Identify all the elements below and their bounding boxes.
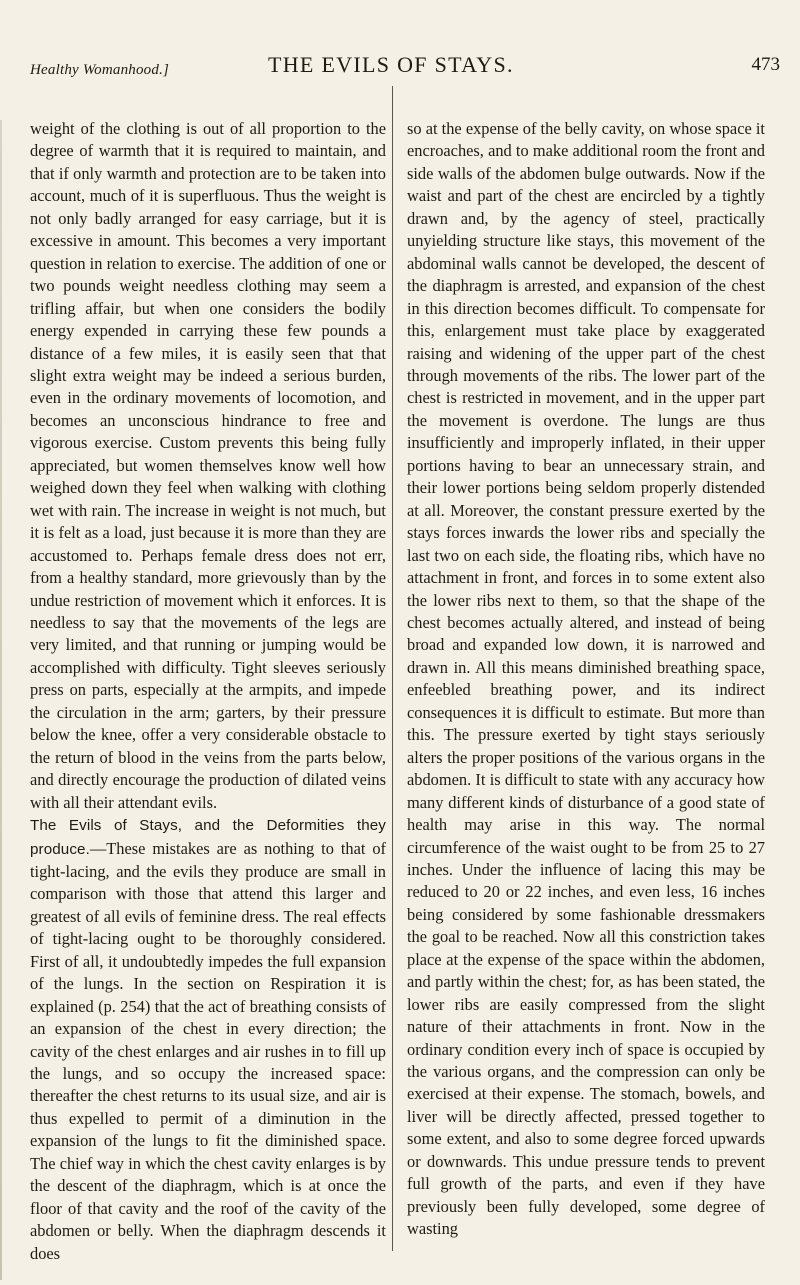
right-paragraph-1: so at the expense of the belly cavity, on whose space it encroaches, and to make additional room the front and side walls of the abdomen bulge outwards. Now if the waist and part of the chest are encircled by a tightly drawn and, by the agency of steel, practically unyielding structure like stays, this movement of the abdominal walls cannot be developed, the descent of the diaphragm is arrested, and expansion of the chest in this direction becomes difficult. To compensate for this, enlargement must take place by exaggerated raising and widening of the upper part of the chest through movements of the ribs. The lower part of the chest is restricted in movement, and in the upper part the movement is overdone. The lungs are thus insufficiently and improperly inflated, in their upper portions having to bear an unnecessary strain, and their lower portions being seldom properly distended at all. Moreover, the constant pressure exerted by the stays forces inwards the lower ribs and specially the last two on each side, the floating ribs, which have no attachment in front, and forces in to some extent also the lower ribs next to them, so that the shape of the chest becomes actually altered, and instead of being broad and expanded low down, it is narrowed and drawn in. All this means diminished breathing space, enfeebled breathing power, and its indirect consequences it is difficult to estimate. But more than this. The pressure exerted by tight stays seriously alters the proper positions of the various organs in the abdomen. It is difficult to state with any accuracy how many different kinds of disturbance of a good state of health may arise in this way. The normal circumference of the waist ought to be from 25 to 27 inches. Under the influence of lacing this may be reduced to 20 or 22 inches, and even less, 16 inches being considered by some fashionable dressmakers the goal to be reached. Now all this constriction takes place at the expense of the space within the abdomen, and partly within the chest; for, as has been stated, the lower ribs are easily compressed from the slight nature of their attachments in front. Now in the ordinary condition every inch of space is occupied by the various organs, and the compression can only be exercised at their expense. The stomach, bowels, and liver will be directly affected, pressed together to some extent, and also to some degree forced upwards or downwards. This undue pressure tends to prevent full growth of the parts, and even if they have previously been fully developed, some degree of wasting — [407, 119, 765, 1239]
left-paragraph-2-text: —These mistakes are as nothing to that of tight-lacing, and the evils they produce are small in comparison with those that attend this larger and greatest of all evils of feminine dress. The real effects of tight-lacing ought to be thoroughly considered. First of all, it undoubtedly impedes the full expansion of the lungs. In the section on Respiration it is explained (p. 254) that the act of breathing consists of an expansion of the chest in every direction; the cavity of the chest enlarges and air rushes in to fill up the lungs, and so occupy the increased space: thereafter the chest returns to its usual size, and air is thus expelled to permit of a diminution in the expansion of the lungs to fit the diminished space. The chief way in which the chest cavity enlarges is by the descent of the diaphragm, which is at once the floor of that cavity and the roof of the cavity of the abdomen or belly. When the diaphragm descends it does — [30, 838, 386, 1263]
left-paragraph-2 — [30, 814, 386, 1265]
column-divider — [392, 86, 393, 1251]
header-chapter-title: THE EVILS OF STAYS. — [268, 52, 514, 77]
section-heading: The Evils of Stays, and the Deformities they produce. — [30, 817, 386, 858]
page-number: 473 — [751, 54, 780, 75]
running-header — [30, 52, 780, 82]
header-section-title: Healthy Womanhood.] — [30, 62, 170, 78]
left-column — [30, 118, 386, 1265]
left-paragraph-1: weight of the clothing is out of all proportion to the degree of warmth that it is required to maintain, and that if only warmth and protection are to be taken into account, much of it is superfluous. Thus the weight is not only badly arranged for easy carriage, but it is excessive in amount. This becomes a very important question in relation to exercise. The addition of one or two pounds weight needless clothing may seem a trifling affair, but when one considers the bodily energy expended in carrying these few pounds a distance of a few miles, it is easily seen that that slight extra weight may be indeed a serious burden, even in the ordinary movements of locomotion, and becomes an unconscious hindrance to free and vigorous exercise. Custom prevents this being fully appreciated, but women themselves know well how weighed down they feel when walking with clothing wet with rain. The increase in weight is not much, but it is felt as a load, just because it is more than they are accustomed to. Perhaps female dress does not err, from a healthy standard, more grievously than by the undue restriction of movement which it enforces. It is needless to say that the movements of the legs are very limited, and that running or jumping would be accomplished with difficulty. Tight sleeves seriously press on parts, especially at the armpits, and impede the circulation in the arm; garters, by their pressure below the knee, offer a very considerable obstacle to the return of blood in the veins from the parts below, and directly encourage the production of dilated veins with all their attendant evils. — [30, 119, 386, 812]
page-edge-shadow — [0, 120, 2, 1280]
right-column — [407, 118, 765, 1241]
